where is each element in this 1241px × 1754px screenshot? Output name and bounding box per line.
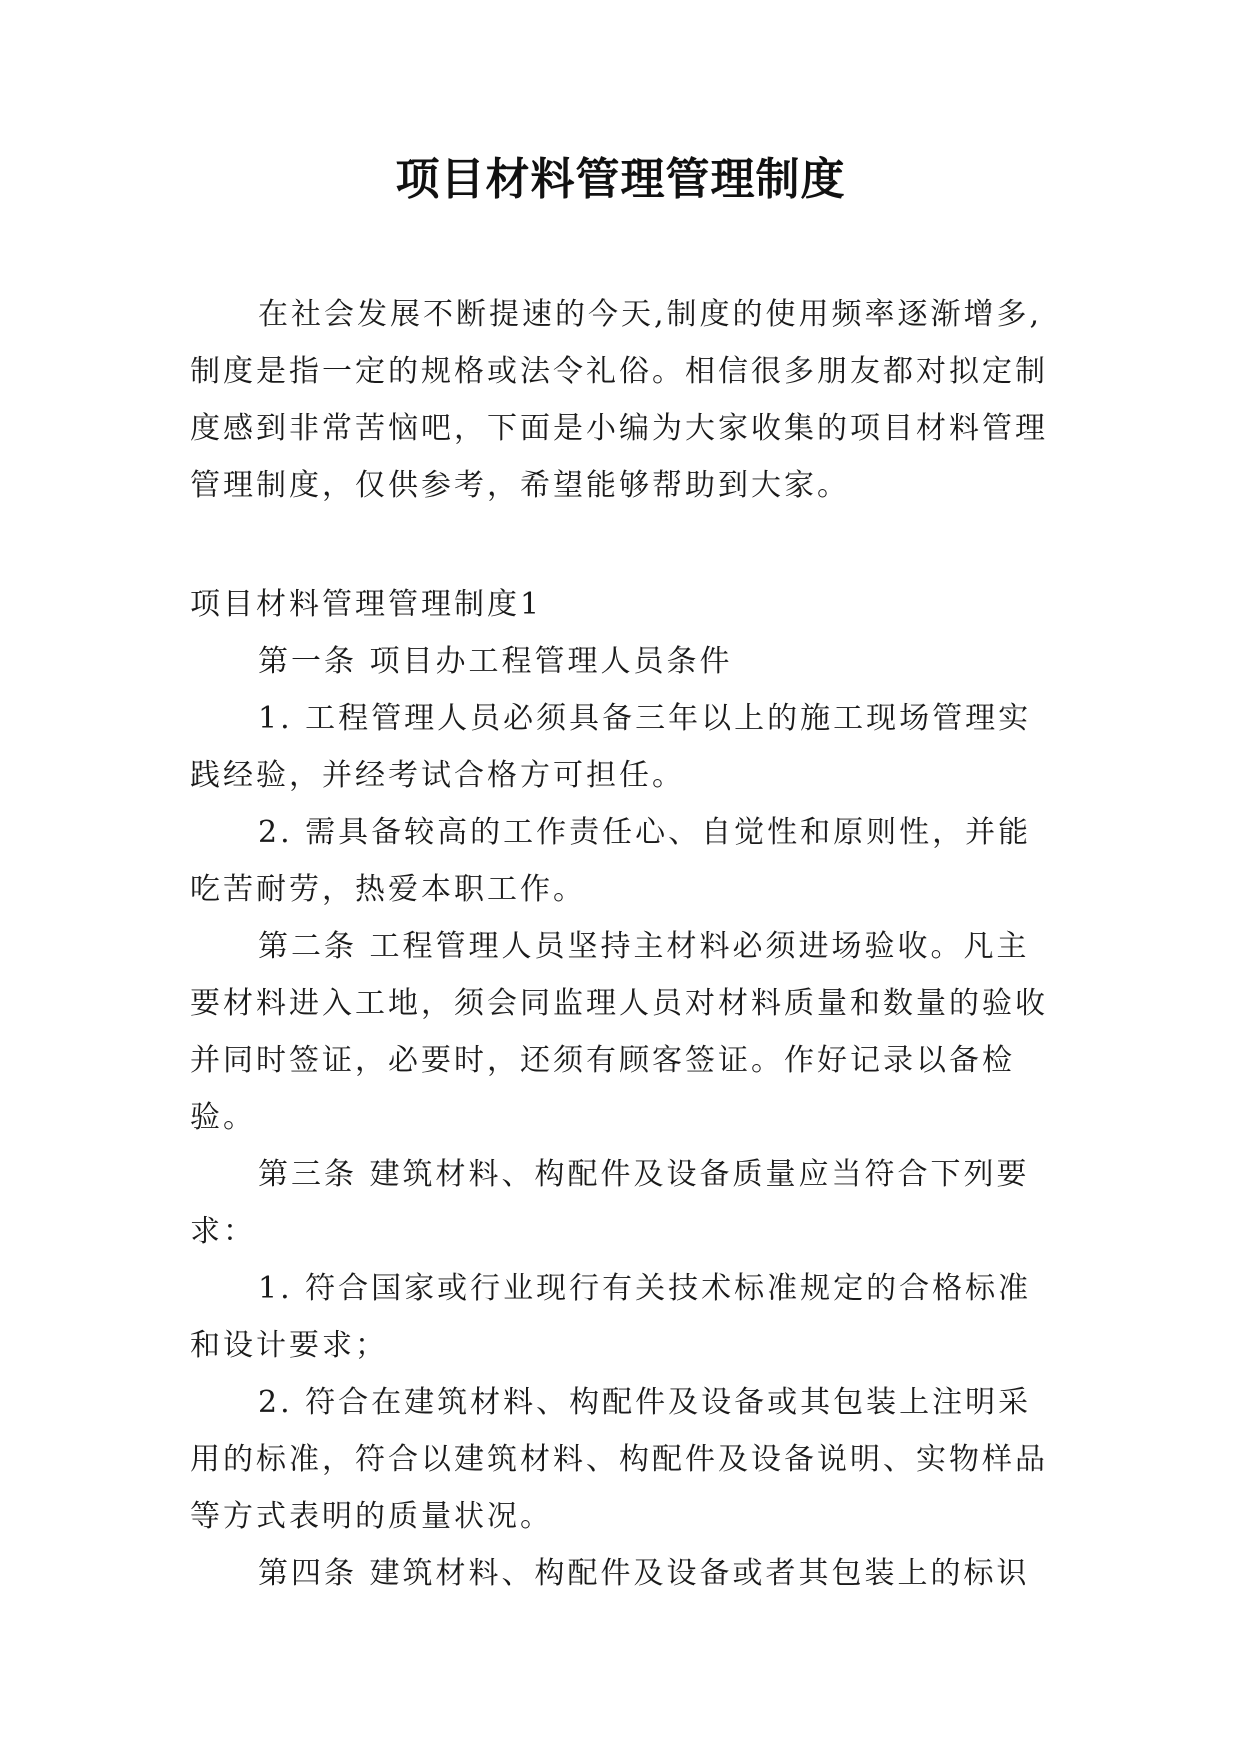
intro-paragraph: 在社会发展不断提速的今天,制度的使用频率逐渐增多,制度是指一定的规格或法令礼俗。相信很多朋友都对拟定制度感到非常苦恼吧，下面是小编为大家收集的项目材料管理管理制度，仅供参考，希望能够帮助到大家。	[190, 297, 1048, 503]
article-3-heading: 第三条 建筑材料、构配件及设备质量应当符合下列要求：	[190, 1157, 1030, 1249]
article-1-heading: 第一条 项目办工程管理人员条件	[258, 644, 733, 679]
article-2-paragraph: 第二条 工程管理人员坚持主材料必须进场验收。凡主要材料进入工地，须会同监理人员对材料质量和数量的验收并同时签证，必要时，还须有顾客签证。作好记录以备检验。	[190, 929, 1048, 1135]
article-1-item-1: 1. 工程管理人员必须具备三年以上的施工现场管理实践经验，并经考试合格方可担任。	[190, 701, 1032, 793]
article-3-item-2: 2. 符合在建筑材料、构配件及设备或其包装上注明采用的标准，符合以建筑材料、构配件及设备说明、实物样品等方式表明的质量状况。	[190, 1385, 1048, 1534]
document-body	[190, 576, 1050, 1602]
article-1-item-2: 2. 需具备较高的工作责任心、自觉性和原则性，并能吃苦耐劳，热爱本职工作。	[190, 815, 1032, 907]
section-heading: 项目材料管理管理制度1	[190, 587, 543, 622]
article-4-paragraph: 第四条 建筑材料、构配件及设备或者其包装上的标识	[258, 1556, 1030, 1591]
page-title: 项目材料管理管理制度	[395, 154, 846, 205]
article-3-item-1: 1. 符合国家或行业现行有关技术标准规定的合格标准和设计要求；	[190, 1271, 1032, 1363]
